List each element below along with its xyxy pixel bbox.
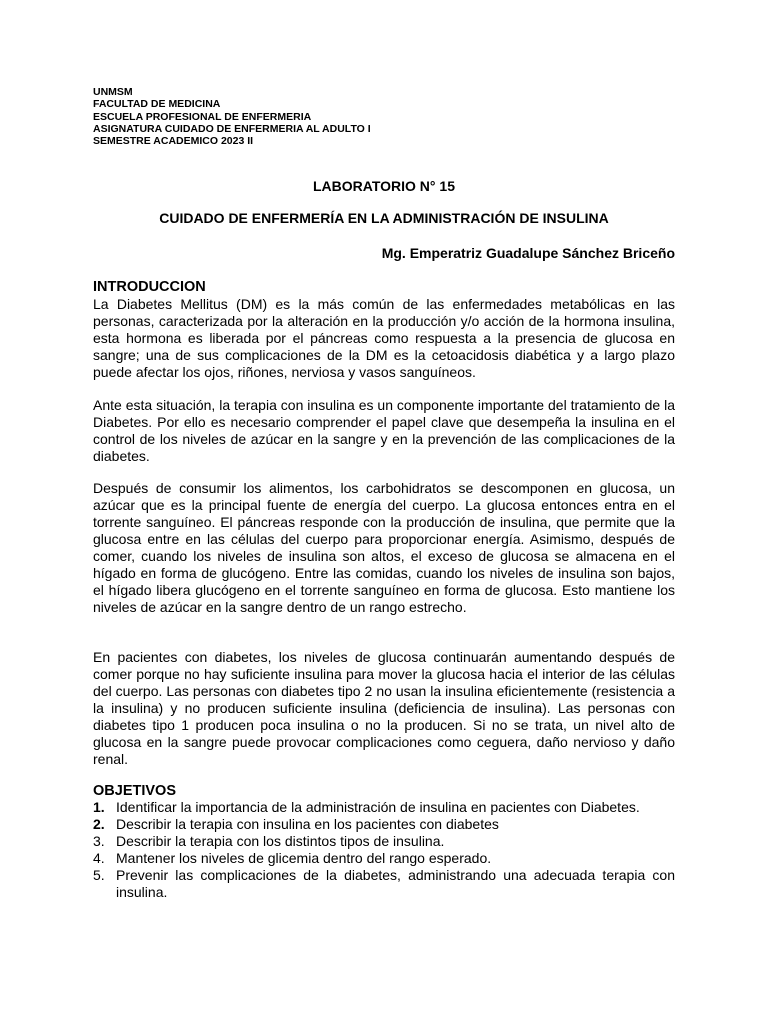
header-semester: SEMESTRE ACADEMICO 2023 II bbox=[93, 135, 254, 148]
header-faculty: FACULTAD DE MEDICINA bbox=[93, 98, 221, 111]
objective-text: Mantener los niveles de glicemia dentro del rango esperado. bbox=[116, 850, 492, 866]
objectives-list bbox=[93, 799, 675, 901]
introduction-heading: INTRODUCCION bbox=[93, 279, 206, 295]
objective-text: Describir la terapia con los distintos tipos de insulina. bbox=[116, 833, 445, 849]
objective-item bbox=[93, 799, 675, 816]
objective-number: 3. bbox=[93, 833, 105, 849]
header-university: UNMSM bbox=[93, 86, 133, 98]
institution-header bbox=[93, 86, 675, 147]
objective-number: 4. bbox=[93, 850, 105, 866]
header-school: ESCUELA PROFESIONAL DE ENFERMERIA bbox=[93, 110, 312, 123]
document-title: CUIDADO DE ENFERMERÍA EN LA ADMINISTRACIÓN DE INSULINA bbox=[159, 210, 609, 226]
objective-number: 2. bbox=[93, 816, 105, 832]
objective-text: Describir la terapia con insulina en los pacientes con diabetes bbox=[116, 816, 499, 832]
objective-text: Prevenir las complicaciones de la diabetes, administrando una adecuada terapia con insulina. bbox=[116, 867, 675, 900]
introduction-paragraph-3: Después de consumir los alimentos, los carbohidratos se descomponen en glucosa, un azúcar que es la principal fuente de energía del cuerpo. La glucosa entonces entra en el torrente sanguíneo. El páncreas responde con la producción de insulina, que permite que la glucosa entre en las células del cuerpo para proporcionar energía. Asimismo, después de comer, cuando los niveles de insulina son altos, el exceso de glucosa se almacena en el hígado en forma de glucógeno. Entre las comidas, cuando los niveles de insulina son bajos, el hígado libera glucógeno en el torrente sanguíneo en forma de glucosa. Esto mantiene los niveles de azúcar en la sangre dentro de un rango estrecho. bbox=[93, 480, 675, 615]
objective-item bbox=[93, 850, 675, 867]
objective-number: 5. bbox=[93, 867, 105, 883]
author-name: Mg. Emperatriz Guadalupe Sánchez Briceño bbox=[381, 245, 675, 261]
objective-text: Identificar la importancia de la administración de insulina en pacientes con Diabetes. bbox=[116, 799, 640, 815]
objective-item bbox=[93, 867, 675, 901]
objective-item bbox=[93, 816, 675, 833]
introduction-paragraph-2: Ante esta situación, la terapia con insulina es un componente importante del tratamiento de la Diabetes. Por ello es necesario comprender el papel clave que desempeña la insulina en el control de los niveles de azúcar en la sangre y en la prevención de las complicaciones de la diabetes. bbox=[93, 397, 675, 464]
objective-item bbox=[93, 833, 675, 850]
objective-number: 1. bbox=[93, 799, 105, 815]
objectives-heading: OBJETIVOS bbox=[93, 783, 176, 799]
header-course: ASIGNATURA CUIDADO DE ENFERMERIA AL ADULTO I bbox=[93, 122, 371, 135]
introduction-paragraph-1: La Diabetes Mellitus (DM) es la más común de las enfermedades metabólicas en las personas, caracterizada por la alteración en la producción y/o acción de la hormona insulina, esta hormona es liberada por el páncreas como respuesta a la presencia de glucosa en sangre; una de sus complicaciones de la DM es la cetoacidosis diabética y a largo plazo puede afectar los ojos, riñones, nerviosa y vasos sanguíneos. bbox=[93, 296, 675, 380]
lab-number-title: LABORATORIO N° 15 bbox=[313, 178, 455, 194]
introduction-paragraph-4: En pacientes con diabetes, los niveles de glucosa continuarán aumentando después de comer porque no hay suficiente insulina para mover la glucosa hacia el interior de las células del cuerpo. Las personas con diabetes tipo 2 no usan la insulina eficientemente (resistencia a la insulina) y no producen suficiente insulina (deficiencia de insulina). Las personas con diabetes tipo 1 producen poca insulina o no la producen. Si no se trata, un nivel alto de glucosa en la sangre puede provocar complicaciones como ceguera, daño nervioso y daño renal. bbox=[93, 649, 675, 767]
